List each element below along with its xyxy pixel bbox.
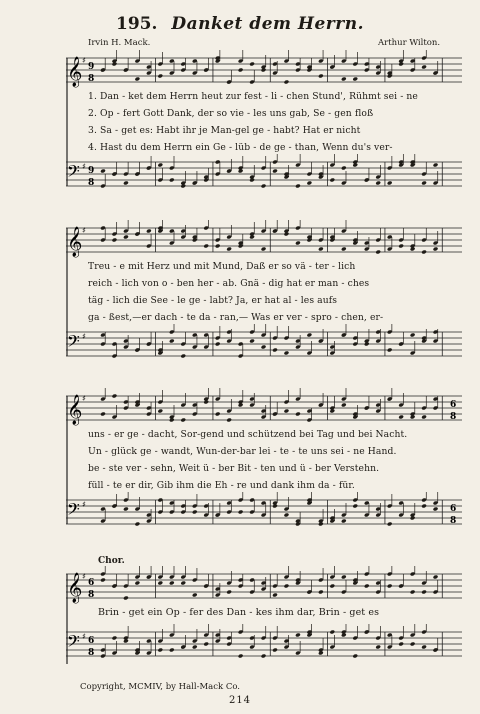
lyric-verse-2: 2. Op ‑ fert Gott Dank, der so vie ‑ les uns gab, Se ‑ gen floß (88, 108, 374, 119)
note-head (157, 74, 163, 79)
note-head (329, 178, 335, 183)
treble-staff-chorus (66, 566, 462, 606)
treble-staff-3 (66, 388, 462, 428)
svg-text:♯: ♯ (82, 632, 86, 641)
note-group (100, 566, 442, 600)
note-head (272, 504, 278, 509)
lyric-verse-2: reich ‑ lich von o ‑ ben her ‑ ab. Gnä ‑ dig hat er man ‑ ches (88, 278, 370, 289)
note-head (169, 178, 175, 183)
note-head (203, 244, 209, 249)
note-head (433, 247, 439, 252)
note-head (272, 169, 278, 174)
note-head (261, 345, 267, 350)
note-head (169, 339, 175, 344)
note-head (284, 80, 290, 85)
note-head (295, 633, 301, 638)
note-head (398, 642, 404, 647)
svg-text:♯: ♯ (82, 332, 86, 341)
bass-staff-3 (66, 492, 462, 532)
note-head (123, 639, 129, 644)
hymn-number: 195. (116, 14, 158, 34)
hymn-title-block (0, 14, 480, 34)
lyric-verse-1: 1. Dan ‑ ket dem Herrn heut zur fest ‑ li ‑ chen Stund', Rühmt sei ‑ ne (88, 91, 418, 102)
note-head (410, 590, 416, 595)
note-head (410, 415, 416, 420)
note-head (146, 229, 152, 234)
music-system-1 (66, 50, 462, 190)
note-head (112, 394, 118, 399)
note-head (387, 522, 393, 527)
bass-clef-icon: 𝄢 (67, 331, 80, 355)
note-head (387, 348, 393, 353)
note-head (261, 68, 267, 73)
note-head (157, 648, 163, 653)
note-group (100, 624, 442, 658)
note-head (192, 593, 198, 598)
note-head (112, 238, 118, 243)
note-head (364, 584, 370, 589)
note-head (341, 403, 347, 408)
svg-text:♯: ♯ (82, 394, 86, 403)
note-head (375, 645, 381, 650)
note-head (169, 418, 175, 423)
lyric-verse-2: Un ‑ glück ge ‑ wandt, Wun‑der‑bar lei ‑ te ‑ te uns sei ‑ ne Hand. (88, 446, 397, 457)
note-head (261, 184, 267, 189)
note-head (169, 648, 175, 653)
bass-staff-1 (66, 154, 462, 194)
note-head (318, 522, 324, 527)
note-head (100, 412, 106, 417)
note-head (410, 247, 416, 252)
svg-text:♯: ♯ (82, 226, 86, 235)
note-head (284, 584, 290, 589)
note-head (100, 169, 106, 174)
lyric-verse-3: be ‑ ste ver ‑ sehn, Weit ü ‑ ber Bit ‑ ten und ü ‑ ber Verstehn. (88, 463, 380, 474)
note-head (272, 348, 278, 353)
note-head (157, 409, 163, 414)
note-head (433, 163, 439, 168)
svg-text:8: 8 (88, 648, 95, 658)
note-head (318, 247, 324, 252)
note-head (387, 584, 393, 589)
chorus-label: Chor. (98, 556, 125, 566)
note-head (135, 77, 141, 82)
bass-clef-icon: 𝄢 (67, 161, 80, 185)
note-head (238, 654, 244, 659)
lyrics-block-chorus (98, 604, 480, 621)
note-head (421, 415, 427, 420)
note-head (272, 648, 278, 653)
page-number: 214 (228, 695, 252, 706)
music-system-chorus (66, 556, 462, 666)
note-group (100, 154, 442, 188)
note-head (341, 633, 347, 638)
note-head (249, 339, 255, 344)
svg-text:6: 6 (88, 578, 95, 588)
note-head (272, 593, 278, 598)
bass-staff-chorus (66, 624, 462, 664)
note-head (341, 519, 347, 524)
svg-text:♯: ♯ (82, 162, 86, 171)
copyright-notice: Copyright, MCMIV, by Hall-Mack Co. (80, 682, 240, 692)
note-head (341, 575, 347, 580)
note-head (112, 636, 118, 641)
lyric-verse-4: 4. Hast du dem Herrn ein Ge ‑ lüb ‑ de ge ‑ than, Wenn du's ver‑ (88, 142, 393, 153)
note-group (100, 492, 442, 526)
treble-staff-1 (66, 50, 462, 90)
note-head (410, 516, 416, 521)
note-head (307, 181, 313, 186)
note-head (352, 163, 358, 168)
note-group (100, 388, 442, 422)
note-head (410, 642, 416, 647)
note-head (341, 77, 347, 82)
svg-text:6: 6 (88, 636, 95, 646)
composer-credit: Arthur Wilton. (378, 38, 441, 48)
note-head (180, 581, 186, 586)
note-head (215, 412, 221, 417)
note-head (398, 244, 404, 249)
time-sig-top: 9 (88, 62, 95, 72)
svg-text:♯: ♯ (82, 56, 86, 65)
bass-clef-icon: 𝄢 (67, 631, 80, 655)
note-head (249, 235, 255, 240)
note-head (123, 235, 129, 240)
note-head (123, 596, 129, 601)
note-head (329, 584, 335, 589)
lyrics-block-3 (88, 426, 480, 494)
note-head (329, 630, 335, 635)
note-head (135, 522, 141, 527)
note-head (352, 504, 358, 509)
lyric-verse-3: täg ‑ lich die See ‑ le ge ‑ labt? Ja, er hat al ‑ les aufs (88, 295, 338, 306)
bass-clef-icon: 𝄢 (67, 499, 80, 523)
note-head (329, 409, 335, 414)
note-head (180, 354, 186, 359)
note-head (307, 333, 313, 338)
note-head (421, 645, 427, 650)
svg-text:8: 8 (450, 516, 457, 526)
svg-text:8: 8 (88, 178, 95, 188)
note-head (226, 418, 232, 423)
note-head (112, 62, 118, 67)
note-head (410, 333, 416, 338)
note-head (249, 178, 255, 183)
note-head (238, 510, 244, 515)
note-head (433, 507, 439, 512)
svg-text:9: 9 (88, 166, 95, 176)
note-head (157, 163, 163, 168)
note-head (421, 504, 427, 509)
note-head (284, 351, 290, 356)
note-head (215, 342, 221, 347)
music-system-2 (66, 220, 462, 360)
note-group (100, 324, 442, 358)
lyric-verse-4: ga ‑ ßest,—er dach ‑ te da ‑ ran,— Was er ver ‑ spro ‑ chen, er‑ (88, 312, 384, 323)
note-head (364, 342, 370, 347)
note-head (341, 166, 347, 171)
lyrics-block-2 (88, 258, 480, 326)
note-head (295, 241, 301, 246)
music-system-3 (66, 388, 462, 528)
bass-staff-2 (66, 324, 462, 364)
note-head (226, 247, 232, 252)
svg-text:8: 8 (88, 590, 95, 600)
note-head (238, 169, 244, 174)
note-head (135, 581, 141, 586)
lyric-verse-1: Treu ‑ e mit Herz und mit Mund, Daß er so vä ‑ ter ‑ lich (88, 261, 356, 272)
note-head (249, 62, 255, 67)
note-head (295, 184, 301, 189)
hymn-title: Danket dem Herrn. (171, 14, 364, 34)
note-head (180, 184, 186, 189)
note-head (433, 575, 439, 580)
time-sig-change-bottom: 8 (450, 412, 457, 422)
note-head (169, 581, 175, 586)
svg-text:6: 6 (450, 504, 457, 514)
treble-clef-icon: 𝄞 (67, 395, 83, 425)
note-head (387, 181, 393, 186)
note-head (375, 181, 381, 186)
note-head (318, 590, 324, 595)
note-head (226, 590, 232, 595)
note-head (157, 581, 163, 586)
note-head (421, 590, 427, 595)
note-head (123, 507, 129, 512)
treble-staff-2 (66, 220, 462, 260)
note-head (123, 181, 129, 186)
note-head (421, 65, 427, 70)
note-head (192, 645, 198, 650)
note-head (215, 244, 221, 249)
time-sig-bottom: 8 (88, 74, 95, 84)
note-group (100, 50, 442, 84)
note-head (261, 247, 267, 252)
note-head (421, 181, 427, 186)
svg-text:♯: ♯ (82, 500, 86, 509)
lyric-verse-1: uns ‑ er ge ‑ dacht, Sor‑gend und schützend bei Tag und bei Nacht. (88, 429, 408, 440)
treble-clef-icon: 𝄞 (67, 57, 83, 87)
note-head (398, 62, 404, 67)
note-head (352, 77, 358, 82)
note-head (100, 578, 106, 583)
note-group (100, 220, 442, 254)
treble-clef-icon: 𝄞 (67, 573, 83, 603)
note-head (261, 654, 267, 659)
note-head (284, 513, 290, 518)
note-head (318, 651, 324, 656)
note-head (375, 250, 381, 255)
note-head (398, 415, 404, 420)
lyrics-block-1 (88, 88, 480, 156)
note-head (295, 412, 301, 417)
lyricist-credit: Irvin H. Mack. (88, 38, 151, 48)
lyric-verse-4: füll ‑ te er dir, Gib ihm die Eh ‑ re und dank ihm da ‑ für. (88, 480, 355, 491)
time-sig-change-top: 6 (450, 400, 457, 410)
treble-clef-icon: 𝄞 (67, 227, 83, 257)
svg-text:♯: ♯ (82, 572, 86, 581)
note-head (203, 642, 209, 647)
note-head (238, 68, 244, 73)
note-head (284, 409, 290, 414)
note-head (238, 403, 244, 408)
lyric-chorus: Brin ‑ get ein Op ‑ fer des Dan ‑ kes ihm dar, Brin ‑ get es (98, 607, 380, 618)
note-head (192, 510, 198, 515)
note-head (180, 418, 186, 423)
lyric-verse-3: 3. Sa ‑ get es: Habt ihr je Man‑gel ge ‑ habt? Hat er nicht (88, 125, 361, 136)
note-head (203, 400, 209, 405)
note-head (421, 250, 427, 255)
note-head (318, 74, 324, 79)
note-head (352, 654, 358, 659)
note-head (341, 247, 347, 252)
note-head (284, 232, 290, 237)
